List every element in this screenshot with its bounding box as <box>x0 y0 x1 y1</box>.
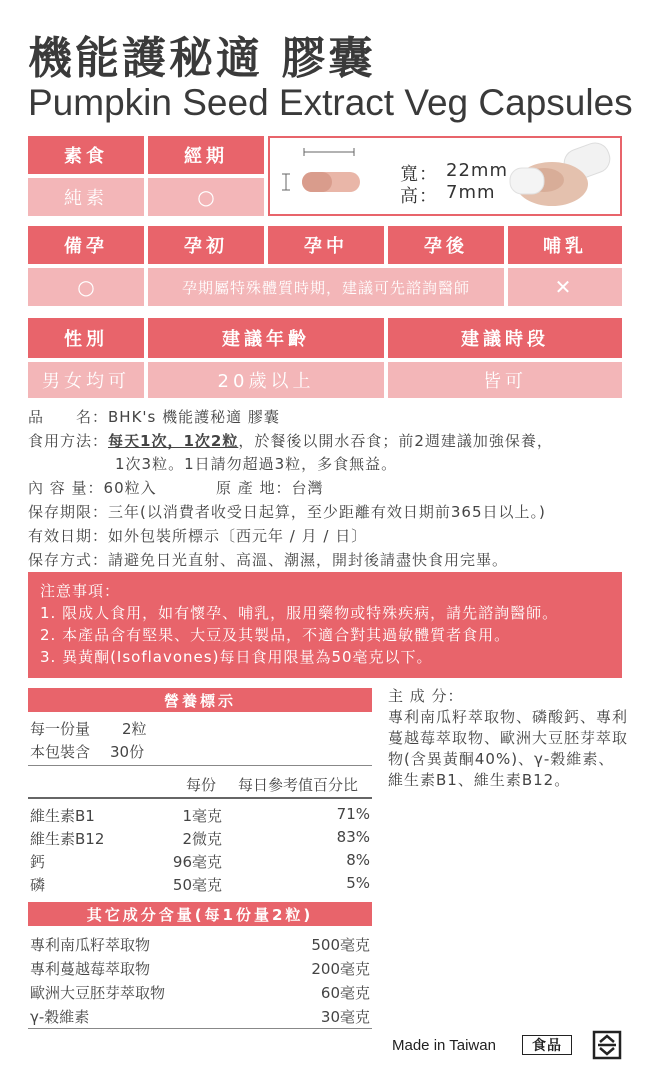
nutrient-percent: 5% <box>346 874 370 892</box>
nutrient-percent: 8% <box>346 851 370 869</box>
nutrition-title: 營養標示 <box>28 688 372 712</box>
ingredients-text: 專利南瓜籽萃取物、磷酸鈣、專利蔓越莓萃取物、歐洲大豆胚芽萃取物(含異黃酮40%)、γ-穀維素、維生素B1、維生素B12。 <box>388 708 629 789</box>
gender-label: 性別 <box>28 318 144 358</box>
nutrient-name: 鈣 <box>30 853 46 871</box>
nutrient-amount: 96毫克 <box>172 853 222 871</box>
info-storage-value: 請避免日光直射、高溫、潮濕，開封後請盡快食用完畢。 <box>108 551 509 569</box>
pregnancy-header-late: 孕後 <box>388 226 504 264</box>
nursing-value-text: ✕ <box>554 275 576 299</box>
nutrient-percent: 71% <box>336 805 370 823</box>
product-title-zh: 機能護秘適 膠囊 <box>28 33 376 84</box>
divider <box>28 1028 372 1029</box>
pregnancy-note: 孕期屬特殊體質時期，建議可先諮詢醫師 <box>148 268 504 306</box>
product-title-en: Pumpkin Seed Extract Veg Capsules <box>28 82 633 123</box>
pregnancy-header-early: 孕初 <box>148 226 264 264</box>
info-content-value: 60粒入 <box>103 479 157 497</box>
time-label: 建議時段 <box>388 318 622 358</box>
nutrient-name: 磷 <box>30 876 46 894</box>
info-shelf-row <box>28 501 546 522</box>
period-label: 經期 <box>148 136 264 174</box>
main-ingredients <box>388 686 628 791</box>
nutrient-amount: 50毫克 <box>172 876 222 894</box>
capsule-illustration <box>274 144 384 210</box>
pregnancy-header-nursing: 哺乳 <box>508 226 622 264</box>
recycle-icon <box>592 1030 622 1060</box>
capsule-size-box <box>268 136 622 216</box>
info-method-row <box>28 430 553 451</box>
age-label: 建議年齡 <box>148 318 384 358</box>
info-method-line2: 1次3粒。1日請勿超過3粒，多食無益。 <box>115 455 398 473</box>
period-value-text: ○ <box>197 185 215 209</box>
nutrient-amount: 1毫克 <box>182 807 222 825</box>
other-ingredient-amount: 30毫克 <box>320 1008 370 1026</box>
notice-item: 1. 限成人食用，如有懷孕、哺乳，服用藥物或特殊疾病，請先諮詢醫師。 <box>40 604 559 622</box>
powder-illustration <box>504 142 620 214</box>
info-storage-row <box>28 549 508 570</box>
nutrient-name: 維生素B12 <box>30 830 105 848</box>
gender-value: 男女均可 <box>28 362 144 398</box>
notice-item: 3. 異黃酮(Isoflavones)每日食用限量為50毫克以下。 <box>40 648 433 666</box>
info-name-value: BHK's 機能護秘適 膠囊 <box>108 408 280 426</box>
period-value <box>148 178 264 216</box>
per-pack-label: 本包裝含 <box>30 743 91 761</box>
other-ingredient-name: 專利南瓜籽萃取物 <box>30 936 151 954</box>
info-origin-label: 原 產 地： <box>216 479 292 497</box>
serving-value: 2粒 <box>122 720 147 738</box>
age-value: 20歲以上 <box>148 362 384 398</box>
other-ingredient-amount: 500毫克 <box>311 936 370 954</box>
other-ingredient-name: 歐洲大豆胚芽萃取物 <box>30 984 166 1002</box>
notice-item: 2. 本產品含有堅果、大豆及其製品，不適合對其過敏體質者食用。 <box>40 626 511 644</box>
capsule-width-label: 寬： <box>400 164 438 185</box>
pregnancy-prep-value-text: ○ <box>77 275 95 299</box>
other-ingredients-title: 其它成分含量(每1份量2粒) <box>28 902 372 926</box>
divider <box>28 765 372 766</box>
pregnancy-header-prep: 備孕 <box>28 226 144 264</box>
col-daily-percent: 每日參考值百分比 <box>238 776 359 794</box>
serving-label: 每一份量 <box>30 720 91 738</box>
notice-box <box>28 572 622 678</box>
info-shelf-label: 保存期限： <box>28 503 109 521</box>
nutrient-name: 維生素B1 <box>30 807 95 825</box>
info-name-row <box>28 406 280 427</box>
pregnancy-header-mid: 孕中 <box>268 226 384 264</box>
per-pack-value: 30份 <box>110 743 145 761</box>
info-method-dose: 每天1次，1次2粒 <box>108 432 239 450</box>
nursing-value <box>508 268 622 306</box>
vegetarian-label: 素食 <box>28 136 144 174</box>
divider <box>28 797 372 799</box>
other-ingredient-name: 專利蔓越莓萃取物 <box>30 960 151 978</box>
info-shelf-value: 三年(以消費者收受日起算，至少距離有效日期前365日以上。) <box>108 503 546 521</box>
capsule-height-value: 7mm <box>446 182 496 203</box>
info-content-row <box>28 477 157 498</box>
food-badge: 食品 <box>522 1035 572 1055</box>
other-ingredient-amount: 60毫克 <box>320 984 370 1002</box>
info-name-label: 品 名： <box>28 408 109 426</box>
info-origin-value: 台灣 <box>291 479 324 497</box>
capsule-width-value: 22mm <box>446 160 508 181</box>
info-method-label: 食用方法： <box>28 432 109 450</box>
info-expiry-label: 有效日期： <box>28 527 109 545</box>
other-ingredient-name: γ-穀維素 <box>30 1008 90 1026</box>
pregnancy-prep-value <box>28 268 144 306</box>
ingredients-title: 主 成 分： <box>388 687 464 705</box>
info-expiry-value: 如外包裝所標示〔西元年 / 月 / 日〕 <box>108 527 368 545</box>
made-in-taiwan: Made in Taiwan <box>392 1037 496 1054</box>
capsule-height-label: 高： <box>400 186 438 207</box>
nutrient-amount: 2微克 <box>182 830 222 848</box>
info-method-rest: ，於餐後以開水吞食；前2週建議加強保養， <box>238 432 553 450</box>
time-value: 皆可 <box>388 362 622 398</box>
other-ingredient-amount: 200毫克 <box>311 960 370 978</box>
col-per-serving: 每份 <box>186 776 217 794</box>
info-origin-row <box>216 477 324 498</box>
nutrient-percent: 83% <box>336 828 370 846</box>
notice-title: 注意事項： <box>40 582 121 600</box>
info-storage-label: 保存方式： <box>28 551 109 569</box>
info-expiry-row <box>28 525 367 546</box>
vegetarian-value: 純素 <box>28 178 144 216</box>
info-content-label: 內 容 量： <box>28 479 104 497</box>
